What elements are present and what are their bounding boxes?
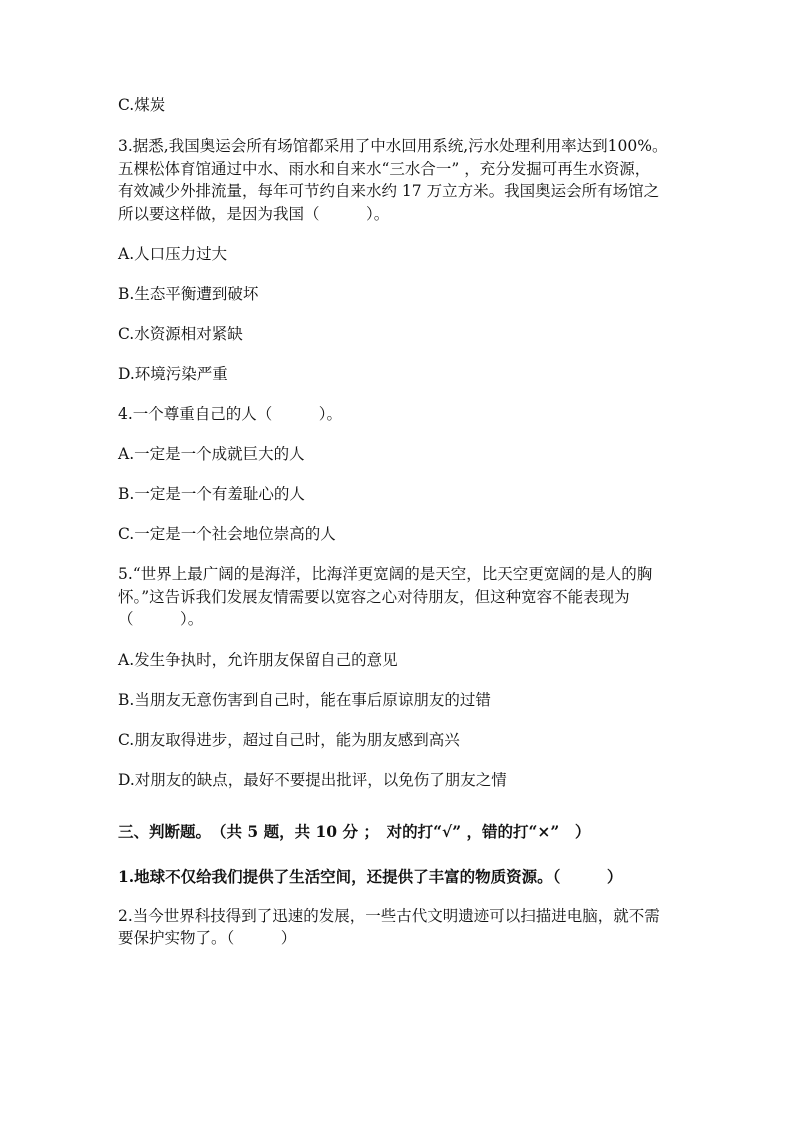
q4-option-c: C.一定是一个社会地位崇高的人 <box>118 525 336 543</box>
q4-stem: 4.一个尊重自己的人（ ）。 <box>118 405 343 423</box>
judgment-q2-line-1: 2.当今世界科技得到了迅速的发展，一些古代文明遗迹可以扫描进电脑，就不需 <box>118 906 660 925</box>
q5-stem-line-1: 5.“世界上最广阔的是海洋，比海洋更宽阔的是天空，比天空更宽阔的是人的胸 <box>118 565 653 583</box>
q3-option-b: B.生态平衡遭到破坏 <box>118 285 259 303</box>
q3-stem-line-3: 有效减少外排流量，每年可节约自来水约 17 万立方米。我国奥运会所有场馆之 <box>118 182 660 200</box>
q5-option-d: D.对朋友的缺点，最好不要提出批评，以免伤了朋友之情 <box>118 770 507 789</box>
section-3-heading: 三、判断题。 （共 5 题，共 10 分 ； 对的打“√” ，错的打“×” ） <box>118 821 591 841</box>
q5-option-c: C.朋友取得进步，超过自己时，能为朋友感到高兴 <box>118 730 460 749</box>
document-page <box>118 94 678 950</box>
q5-option-b: B.当朋友无意伤害到自己时，能在事后原谅朋友的过错 <box>118 690 491 709</box>
judgment-q2-line-2: 要保护实物了。（ ） <box>118 929 297 947</box>
judgment-q2 <box>118 905 678 950</box>
q2-option-c: C.煤炭 <box>118 96 166 114</box>
q5-stem-line-2: 怀。”这告诉我们发展友情需要以宽容之心对待朋友，但这种宽容不能表现为 <box>118 587 630 606</box>
q3-option-d: D.环境污染严重 <box>118 365 228 383</box>
q3-option-c: C.水资源相对紧缺 <box>118 325 243 343</box>
question-5 <box>118 563 678 631</box>
q4-option-a: A.一定是一个成就巨大的人 <box>118 445 305 463</box>
judgment-q1: 1.地球不仅给我们提供了生活空间，还提供了丰富的物质资源。（ ） <box>118 866 623 886</box>
q3-stem-line-2: 五棵松体育馆通过中水、雨水和自来水“三水合一” ，充分发掘可再生水资源， <box>118 159 651 178</box>
q4-option-b: B.一定是一个有羞耻心的人 <box>118 485 305 503</box>
question-3 <box>118 135 678 225</box>
q3-option-a: A.人口压力过大 <box>118 245 228 263</box>
q5-option-a: A.发生争执时，允许朋友保留自己的意见 <box>118 650 398 669</box>
q3-stem-line-4: 所以要这样做，是因为我国（ ）。 <box>118 204 390 223</box>
q5-stem-line-3: （ ）。 <box>118 610 204 628</box>
q3-stem-line-1: 3.据悉,我国奥运会所有场馆都采用了中水回用系统,污水处理利用率达到100%。 <box>118 137 668 155</box>
